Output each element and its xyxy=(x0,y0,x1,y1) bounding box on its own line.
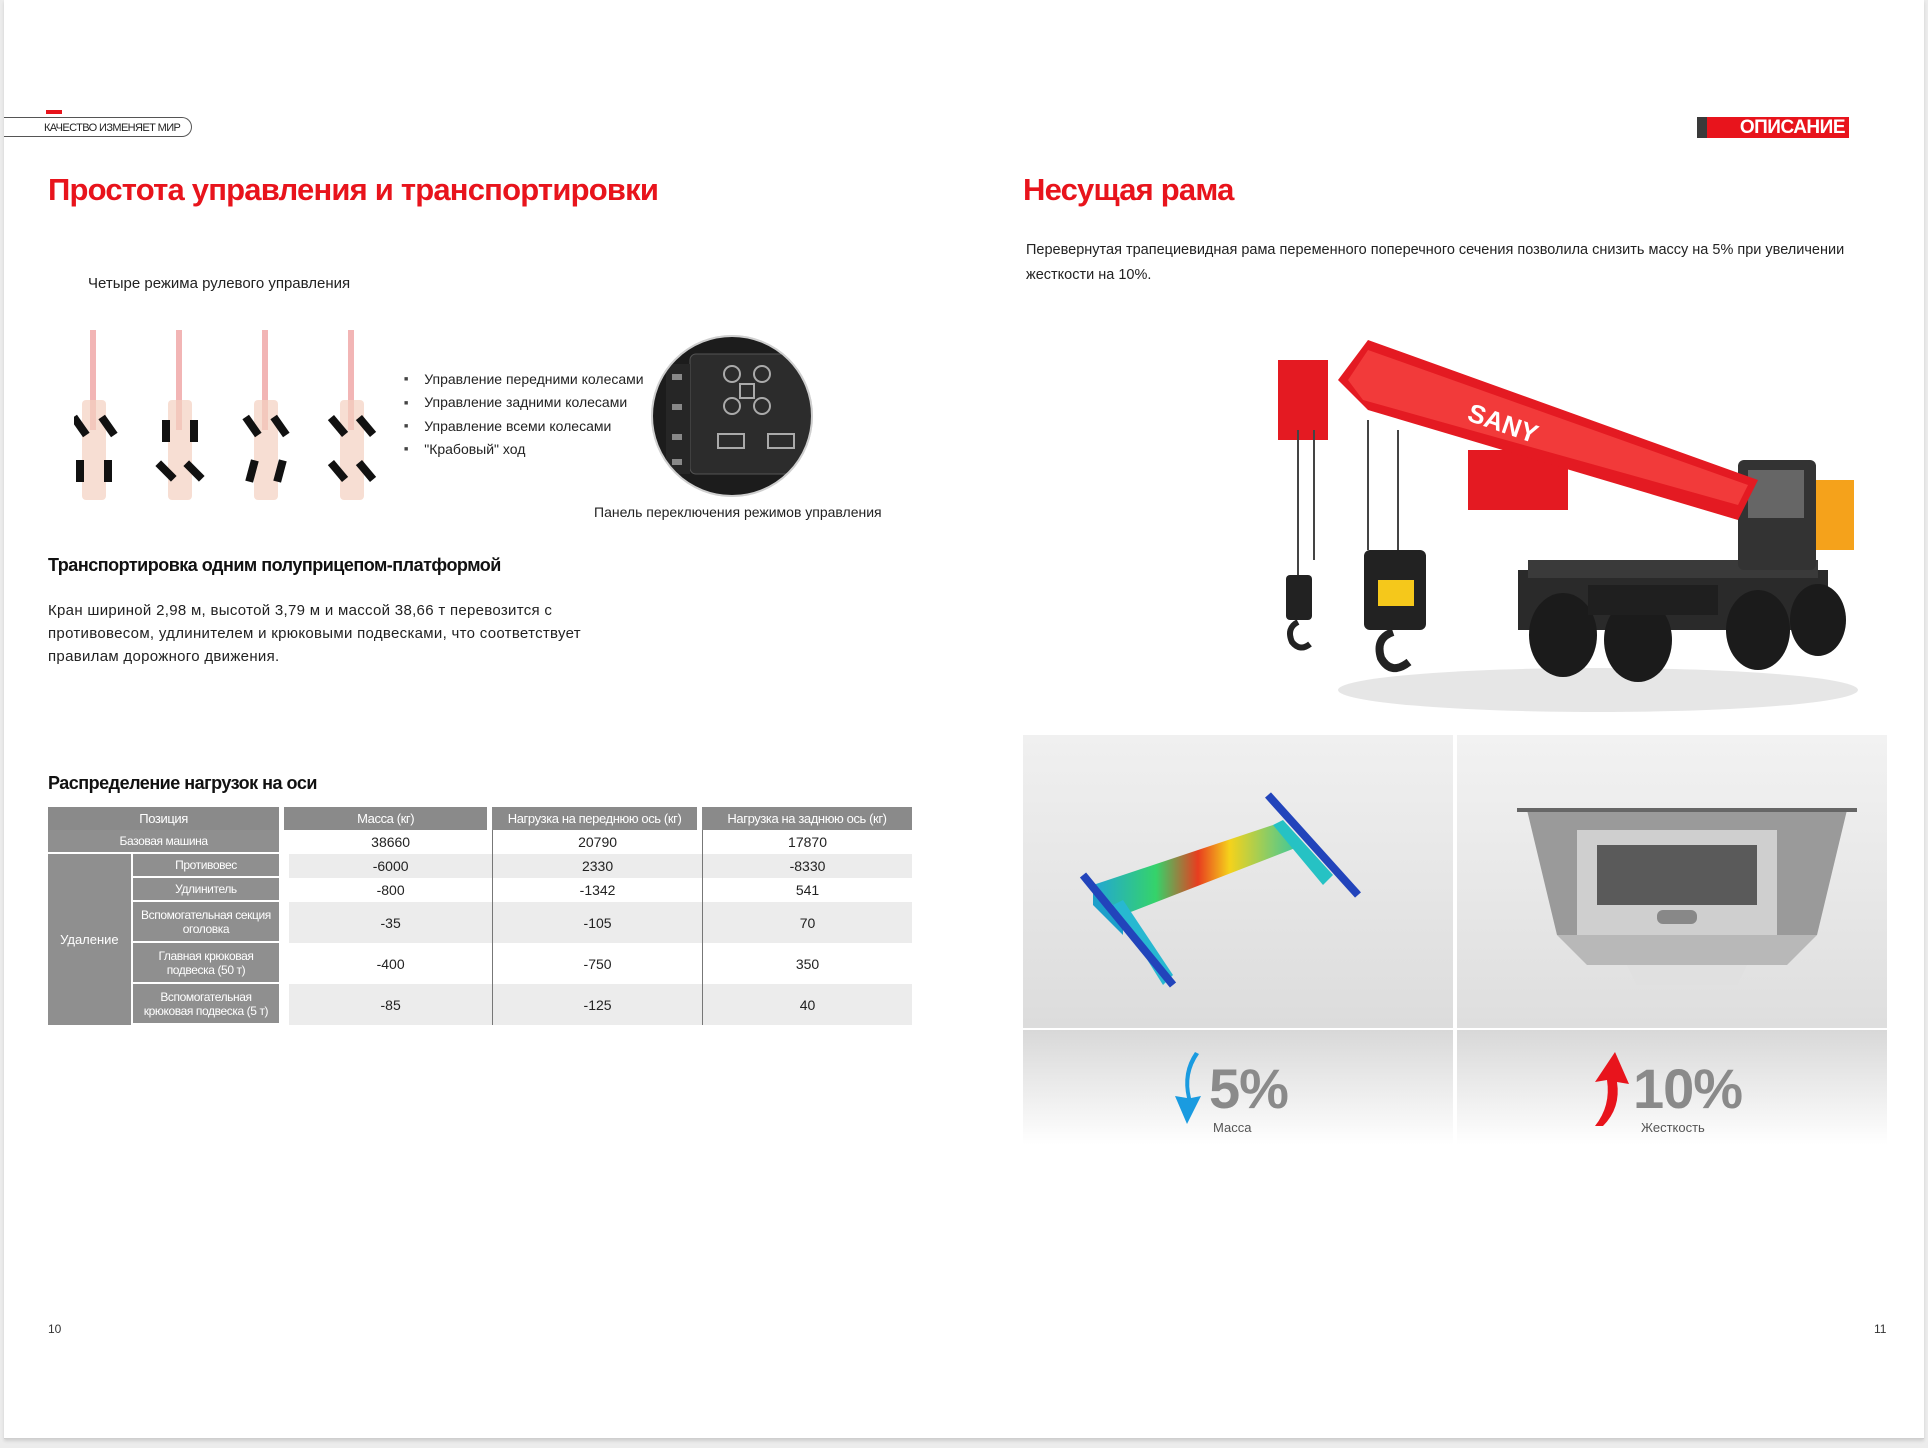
transport-heading: Транспортировка одним полуприцепом-платформой xyxy=(48,555,501,575)
crane-photo xyxy=(1218,320,1878,730)
table-row xyxy=(48,830,912,854)
loads-heading: Распределение нагрузок на оси xyxy=(48,773,317,793)
section-label: ОПИСАНИЕ xyxy=(1707,117,1849,138)
stiffness-stat xyxy=(1457,1030,1887,1145)
table-cell: 541 xyxy=(702,878,912,902)
row-label: Вспомогательная крюковая подвеска (5 т) xyxy=(133,984,284,1025)
column-header: Нагрузка на заднюю ось (кг) xyxy=(702,807,912,830)
steering-front-icon xyxy=(74,330,118,500)
right-page-title: Несущая рама xyxy=(1023,172,1234,207)
table-cell: -105 xyxy=(492,902,702,943)
steering-mode-item: ■ Управление передними колесами xyxy=(404,368,644,391)
frame-description: Перевернутая трапециевидная рама переменного поперечного сечения позволила снизить массу на 5% при увеличении жесткости на 10%. xyxy=(1026,242,1845,283)
row-label: Базовая машина xyxy=(48,830,284,854)
table-row xyxy=(48,878,912,902)
frame-cross-section-illustration xyxy=(1457,735,1887,1028)
table-row xyxy=(48,943,912,984)
table-cell: 40 xyxy=(702,984,912,1025)
stiffness-label: Жесткость xyxy=(1641,1120,1705,1135)
table-cell: -35 xyxy=(284,902,492,943)
table-header-row xyxy=(48,807,912,830)
steering-mode-item: ■ Управление всеми колесами xyxy=(404,415,644,438)
table-cell: -6000 xyxy=(284,854,492,878)
table-cell: -800 xyxy=(284,878,492,902)
arrow-up-icon xyxy=(1591,1052,1631,1126)
table-cell: -1342 xyxy=(492,878,702,902)
steering-mode-item: ■ Управление задними колесами xyxy=(404,391,644,414)
left-page xyxy=(4,0,964,1438)
steering-rear-icon xyxy=(155,330,204,500)
table-cell: 20790 xyxy=(492,830,702,854)
table-row xyxy=(48,984,912,1025)
steering-caption: Четыре режима рулевого управления xyxy=(88,275,351,292)
row-label: Противовес xyxy=(133,854,284,878)
steering-modes-list xyxy=(404,368,644,461)
table-cell: -750 xyxy=(492,943,702,984)
right-page xyxy=(964,0,1924,1438)
header-tagline: КАЧЕСТВО ИЗМЕНЯЕТ МИР xyxy=(4,117,192,137)
mode-switch-panel-photo xyxy=(650,334,814,498)
stiffness-value: 10% xyxy=(1633,1057,1743,1120)
steering-all-icon xyxy=(242,330,289,500)
table-cell: 70 xyxy=(702,902,912,943)
header-red-mark xyxy=(46,110,62,114)
table-cell: -85 xyxy=(284,984,492,1025)
group-label: Удаление xyxy=(48,854,133,1025)
table-cell: -400 xyxy=(284,943,492,984)
mass-label: Масса xyxy=(1213,1120,1252,1135)
frame-fea-image xyxy=(1023,735,1453,1028)
left-page-title: Простота управления и транспортировки xyxy=(48,172,659,207)
axle-loads-table xyxy=(48,807,912,1025)
panel-caption: Панель переключения режимов управления xyxy=(594,504,882,520)
column-header: Масса (кг) xyxy=(284,807,492,830)
table-cell: 350 xyxy=(702,943,912,984)
row-label: Удлинитель xyxy=(133,878,284,902)
arrow-down-icon xyxy=(1169,1052,1205,1126)
table-row xyxy=(48,854,912,878)
mass-value: 5% xyxy=(1209,1057,1288,1120)
table-cell: 38660 xyxy=(284,830,492,854)
steering-crab-icon xyxy=(328,330,376,500)
brochure-spread xyxy=(4,0,1924,1439)
table-cell: 17870 xyxy=(702,830,912,854)
frame-stress-analysis-illustration xyxy=(1023,735,1453,1028)
mass-stat xyxy=(1023,1030,1453,1145)
row-label: Вспомогательная секция оголовка xyxy=(133,902,284,943)
transport-text: Кран шириной 2,98 м, высотой 3,79 м и массой 38,66 т перевозится с противовесом, удлинителем и крюковыми подвесками, что соответствует правилам дорожного движения. xyxy=(48,602,581,665)
row-label: Главная крюковая подвеска (50 т) xyxy=(133,943,284,984)
table-row xyxy=(48,902,912,943)
column-header: Нагрузка на переднюю ось (кг) xyxy=(492,807,702,830)
table-cell: -125 xyxy=(492,984,702,1025)
frame-section-image xyxy=(1457,735,1887,1028)
table-cell: -8330 xyxy=(702,854,912,878)
crane-brand-text: SANY xyxy=(1464,397,1543,450)
column-header: Позиция xyxy=(48,807,284,830)
page-number-left: 10 xyxy=(48,1322,62,1336)
steering-modes-illustration xyxy=(74,320,404,510)
table-cell: 2330 xyxy=(492,854,702,878)
steering-mode-item: ■ "Крабовый" ход xyxy=(404,438,644,461)
page-number-right: 11 xyxy=(1874,1322,1887,1336)
section-label-bar xyxy=(1697,117,1707,138)
